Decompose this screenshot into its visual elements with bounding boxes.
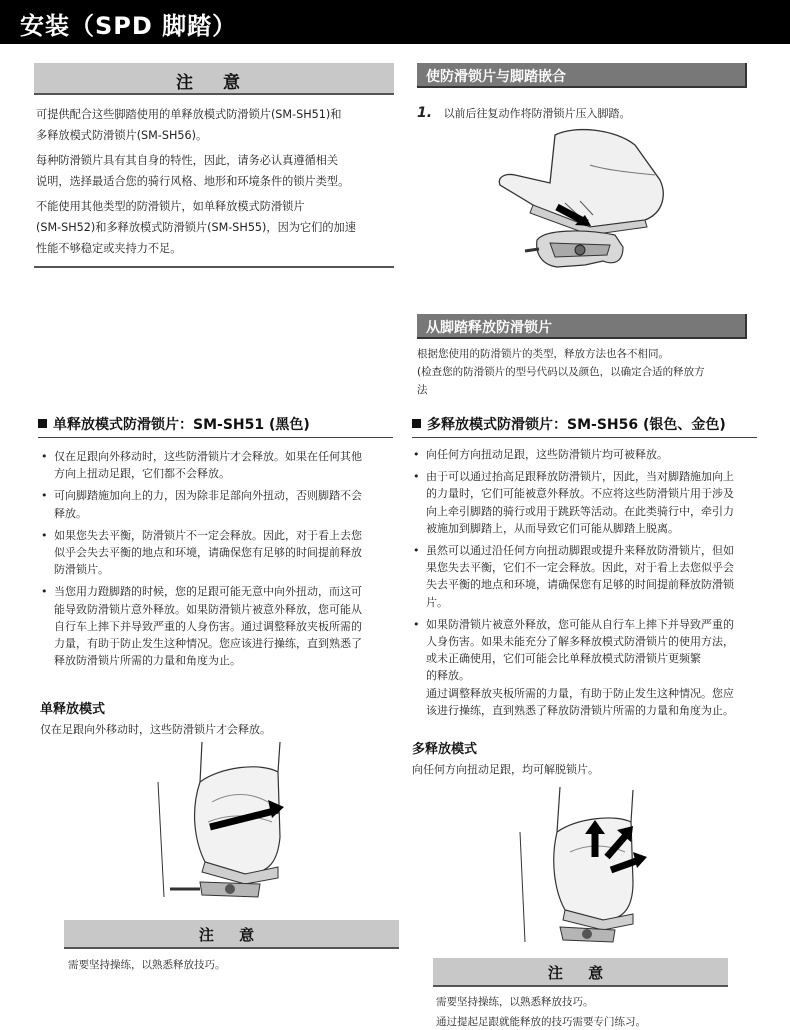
release-line: (检查您的防滑锁片的型号代码以及颜色，以确定合适的释放方 (417, 366, 705, 378)
bullet-line: 力量，有助于防止发生这种情况。您应该进行操练，直到熟悉了 (54, 637, 362, 651)
page-title: 安装（SPD 脚踏） (20, 12, 238, 40)
square-bullet-icon (38, 419, 47, 428)
bullet-line: 释放防滑锁片所需的力量和角度为止。 (54, 654, 241, 668)
multi-heading (412, 414, 726, 434)
single-heading-text: 单释放模式防滑锁片：SM-SH51 (黑色) (53, 417, 310, 433)
multi-note-line: 需要坚持操练，以熟悉释放技巧。 (436, 996, 594, 1008)
bullet-line: 该进行操练，直到熟悉了释放防滑锁片所需的力量和角度为止。 (426, 703, 734, 717)
multi-note-heading (433, 958, 728, 987)
page-title-bar (0, 0, 790, 44)
note-line: 不能使用其他类型的防滑锁片，如单释放模式防滑锁片 (36, 200, 305, 213)
bullet-item (40, 527, 400, 579)
bullet-line: 如果防滑锁片被意外释放，您可能从自行车上摔下并导致严重的 (426, 617, 734, 631)
single-mode-heading: 单释放模式 (40, 702, 106, 717)
bullet-item (40, 583, 400, 669)
multi-mode-text: 向任何方向扭动足跟，均可解脱锁片。 (412, 763, 599, 776)
multi-note-heading-text: 注 意 (547, 964, 614, 982)
bullet-line: 当您用力蹬脚踏的时候，您的足跟可能无意中向外扭动，而这可 (54, 585, 362, 599)
single-note-heading (64, 920, 399, 949)
note-line: 性能不够稳定或夹持力不足。 (36, 242, 182, 255)
bullet-line: 被施加到脚踏上，从而导致它们可能从脚踏上脱离。 (426, 521, 679, 535)
multi-bullet-list (412, 446, 772, 724)
single-note-text: 需要坚持操练，以熟悉释放技巧。 (68, 959, 226, 971)
bullet-line: 通过调整释放夹板所需的力量，有助于防止发生这种情况。您应 (426, 686, 734, 700)
note-line: (SM-SH52)和多释放模式防滑锁片(SM-SH55)，因为它们的加速 (36, 221, 356, 234)
release-section-heading (417, 314, 747, 339)
single-mode-text: 仅在足跟向外移动时，这些防滑锁片才会释放。 (40, 723, 271, 736)
bullet-line: 果您失去平衡，它们不一定会释放。因此，对于看上去您似乎会 (426, 561, 734, 575)
single-bullet-list (40, 448, 400, 674)
square-bullet-icon (412, 419, 421, 428)
bullet-line: 方向上扭动足跟，它们都不会释放。 (54, 467, 230, 481)
release-heading-text: 从脚踏释放防滑锁片 (426, 320, 552, 336)
multi-heading-text: 多释放模式防滑锁片：SM-SH56 (银色、金色) (427, 417, 726, 433)
fit-heading-text: 使防滑锁片与脚踏嵌合 (426, 69, 566, 85)
left-note-bottom-rule (34, 266, 394, 268)
bullet-line: 的释放。 (426, 669, 470, 683)
bullet-line: 或未正确使用，它们可能会比单释放模式防滑锁片更频繁 (426, 652, 701, 666)
multi-note-body (436, 992, 646, 1030)
release-intro (417, 345, 762, 399)
bullet-item (412, 446, 772, 463)
bullet-line: 虽然可以通过沿任何方向扭动脚跟或提升来释放防滑锁片，但如 (426, 544, 734, 558)
single-note-heading-text: 注 意 (198, 926, 265, 944)
bullet-line: 似乎会失去平衡的地点和环境，请确保您有足够的时间提前释放 (54, 546, 362, 560)
bullet-item (40, 448, 400, 482)
bullet-item (412, 542, 772, 611)
bullet-line: 防滑锁片。 (54, 563, 109, 577)
note-line: 每种防滑锁片具有其自身的特性，因此，请务必认真遵循相关 (36, 154, 339, 167)
bullet-item (40, 487, 400, 521)
fit-step (417, 104, 757, 123)
bullet-line: 向任何方向扭动足跟，这些防滑锁片均可被释放。 (426, 448, 668, 461)
bullet-line: 释放。 (54, 506, 87, 520)
bullet-line: 仅在足跟向外移动时，这些防滑锁片才会释放。如果在任何其他 (54, 450, 362, 463)
fit-section-heading (417, 63, 747, 88)
bullet-line: 失去平衡的地点和环境，请确保您有足够的时间提前释放防滑锁 (426, 578, 734, 592)
shoe-pedal-illustration (495, 125, 670, 280)
left-note-heading-text: 注 意 (176, 73, 252, 93)
left-note-body (36, 104, 396, 259)
step-number: 1. (417, 105, 433, 121)
bullet-line: 可向脚踏施加向上的力，因为除非足部向外扭动，否则脚踏不会 (54, 489, 362, 503)
bullet-line: 自行车上摔下并导致严重的人身伤害。通过调整释放夹板所需的 (54, 619, 362, 633)
single-release-illustration (150, 742, 310, 902)
single-heading (38, 414, 310, 434)
release-line: 根据您使用的防滑锁片的类型，释放方法也各不相同。 (417, 348, 669, 360)
multi-mode-heading: 多释放模式 (412, 742, 478, 757)
left-note-heading (34, 63, 394, 95)
note-line: 说明，选择最适合您的骑行风格、地形和环境条件的锁片类型。 (36, 175, 350, 188)
note-line: 可提供配合这些脚踏使用的单释放模式防滑锁片(SM-SH51)和 (36, 108, 342, 121)
multi-note-line: 通过提起足跟就能释放的技巧需要专门练习。 (436, 1016, 646, 1028)
bullet-line: 如果您失去平衡，防滑锁片不一定会释放。因此，对于看上去您 (54, 528, 362, 542)
single-heading-rule (38, 437, 393, 438)
step-text: 以前后往复动作将防滑锁片压入脚踏。 (443, 107, 631, 120)
bullet-line: 能导致防滑锁片意外释放。如果防滑锁片被意外释放，您可能从 (54, 602, 362, 616)
multi-heading-rule (412, 437, 757, 438)
bullet-line: 的力量时，它们可能被意外释放。不应将这些防滑锁片用于涉及 (426, 487, 734, 501)
release-line: 法 (417, 384, 428, 396)
bullet-item (412, 468, 772, 537)
bullet-line: 由于可以通过抬高足跟释放防滑锁片，因此，当对脚踏施加向上 (426, 470, 734, 484)
bullet-item (412, 616, 772, 719)
note-line: 多释放模式防滑锁片(SM-SH56)。 (36, 129, 208, 142)
bullet-line: 片。 (426, 595, 448, 609)
bullet-line: 人身伤害。如果未能充分了解多释放模式防滑锁片的使用方法， (426, 635, 734, 649)
multi-release-illustration (515, 782, 665, 947)
bullet-line: 向上牵引脚踏的骑行或用于跳跃等活动。在此类骑行中，牵引力 (426, 504, 734, 518)
